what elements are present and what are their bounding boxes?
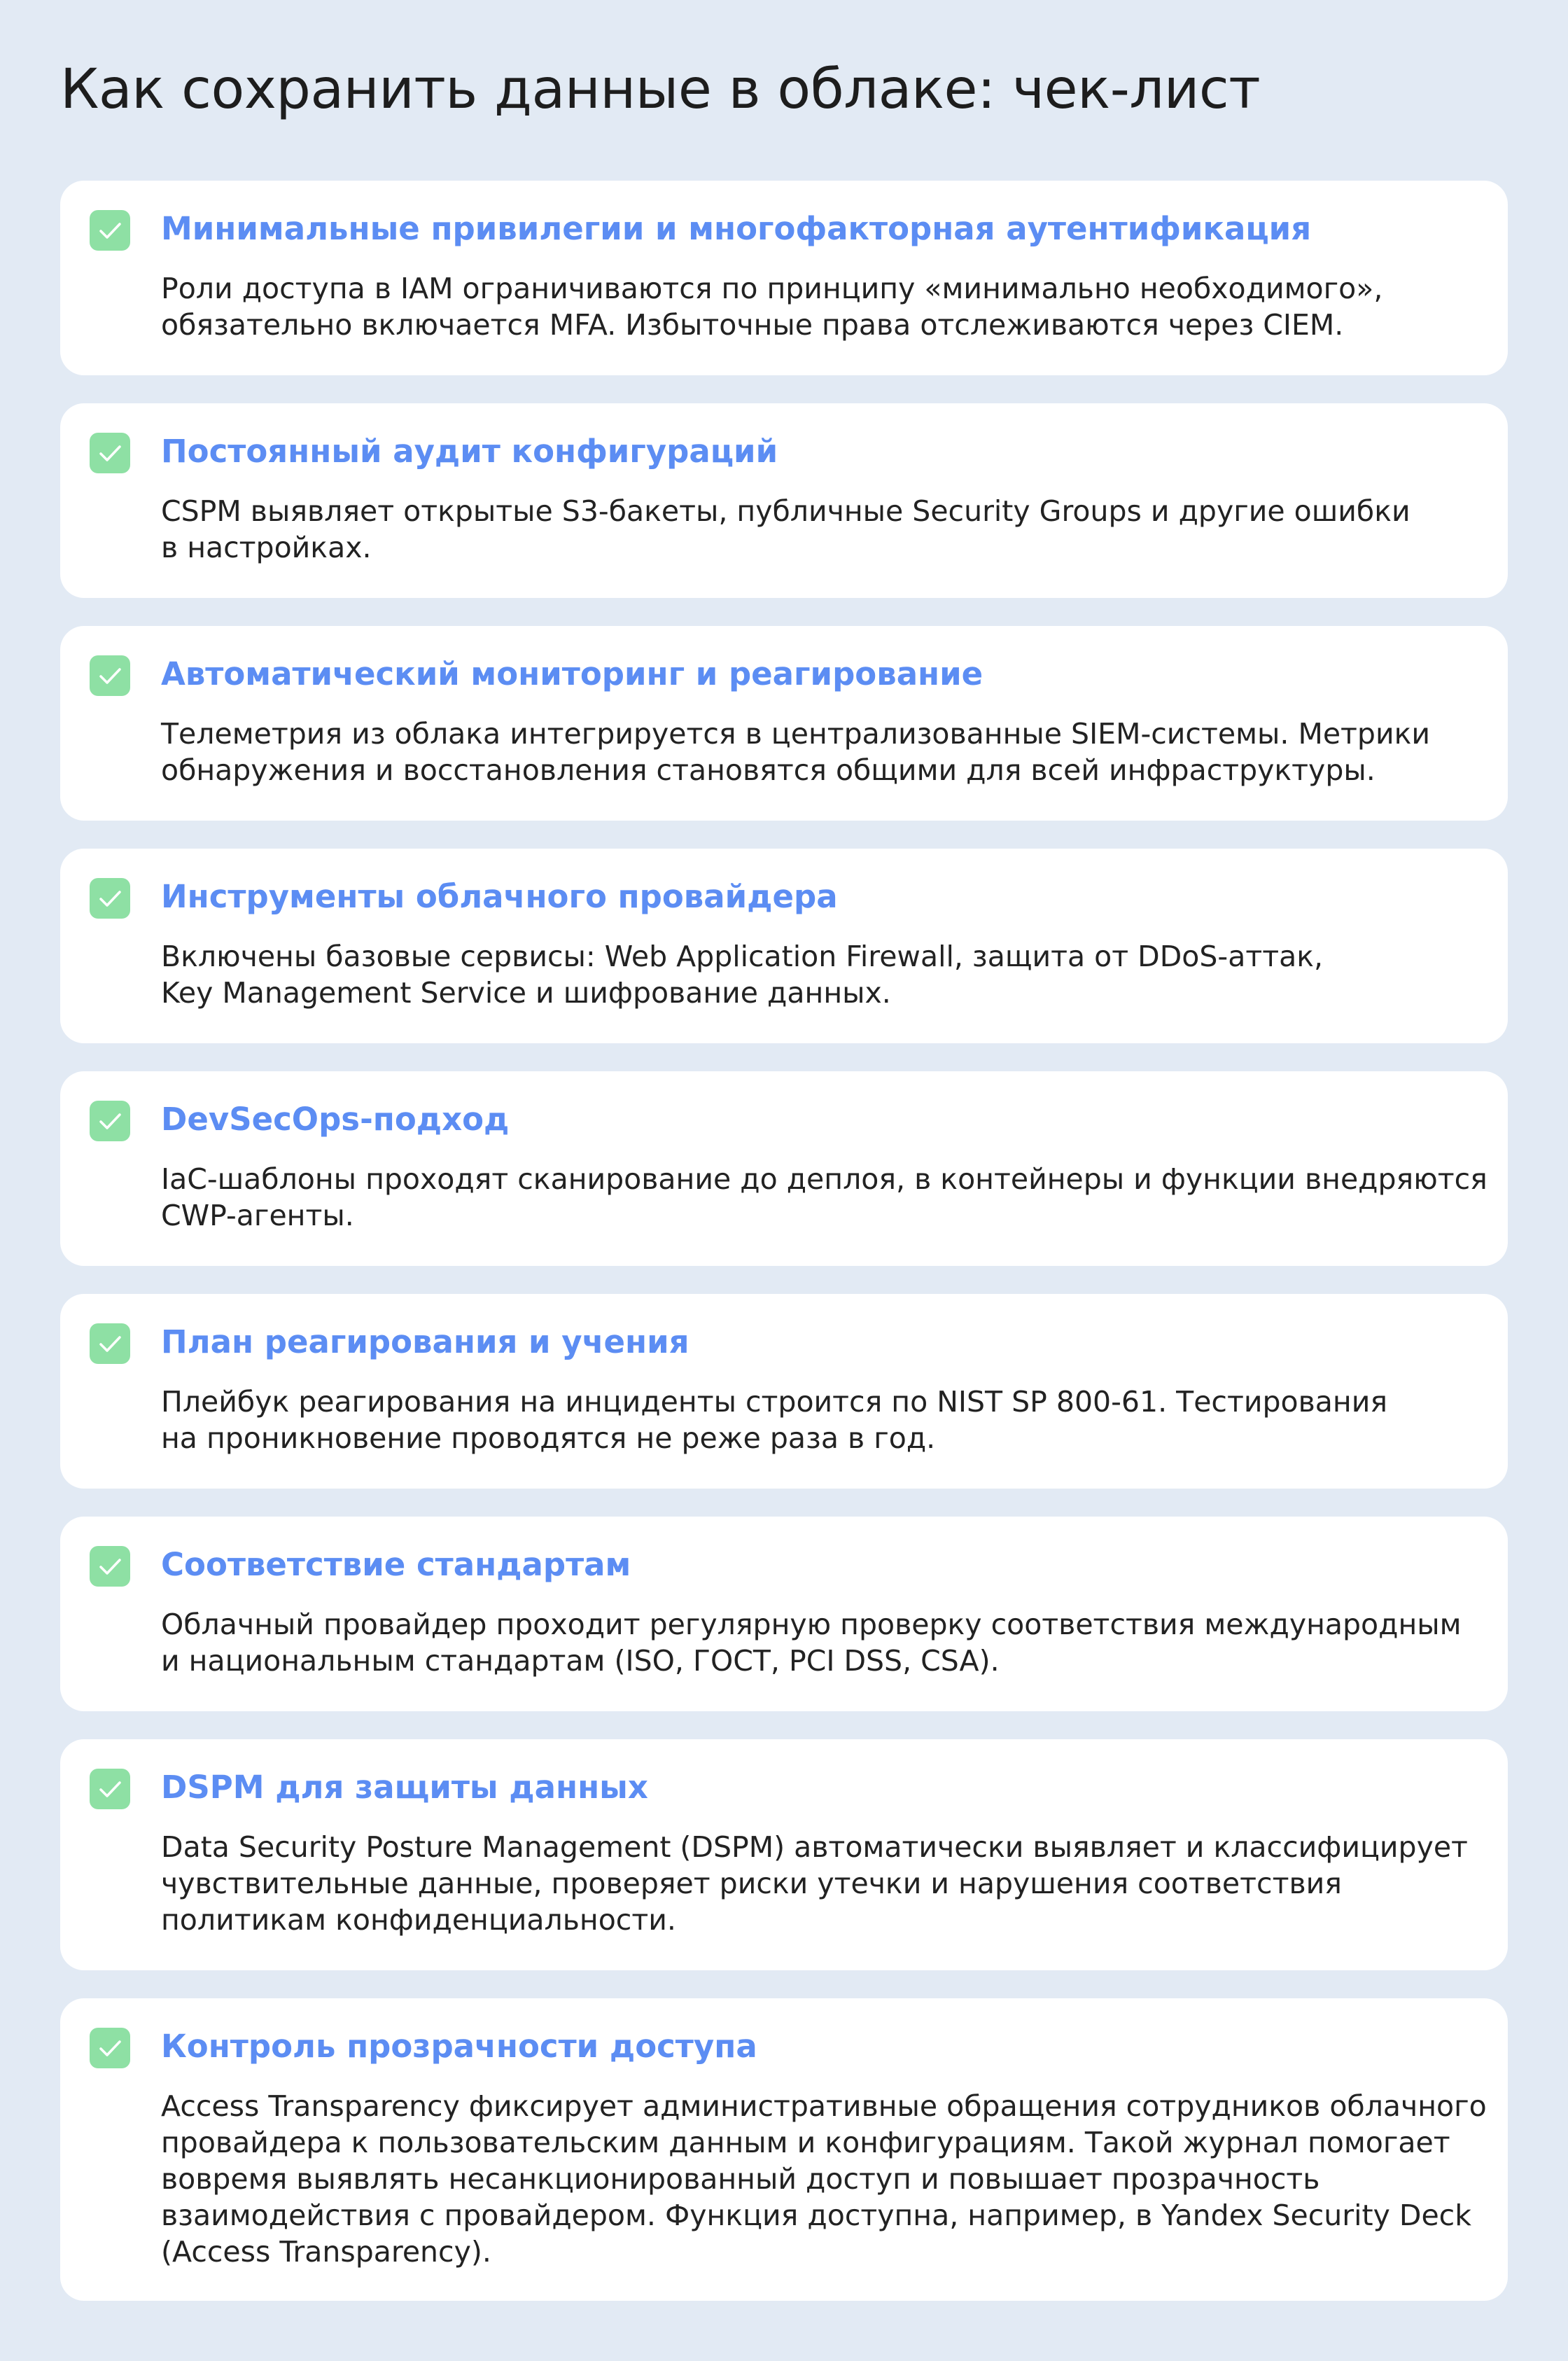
check-icon <box>90 1323 130 1364</box>
checklist-item-text: Облачный провайдер проходит регулярную проверку соответствия международным и национальным стандартам (ISO, ГОСТ, PCI DSS, CSA). <box>161 1608 1462 1678</box>
check-icon <box>90 1546 130 1587</box>
checklist-item-title: План реагирования и учения <box>161 1323 690 1360</box>
checklist-item-compliance <box>60 1517 1508 1711</box>
check-icon <box>90 210 130 251</box>
checklist-item-title: Постоянный аудит конфигураций <box>161 433 778 470</box>
checklist-item-provider-tools <box>60 849 1508 1043</box>
check-icon <box>90 878 130 919</box>
checklist-item-title: DevSecOps-подход <box>161 1101 510 1138</box>
checklist-item-title: Инструменты облачного провайдера <box>161 878 838 915</box>
checklist-item-title: Автоматический мониторинг и реагирование <box>161 655 983 692</box>
checklist-item-least-privilege <box>60 181 1508 375</box>
checklist-item-title: DSPM для защиты данных <box>161 1769 648 1806</box>
checklist-item-config-audit <box>60 403 1508 598</box>
checklist-item-access-transparency <box>60 1998 1508 2301</box>
checklist-item-text: Плейбук реагирования на инциденты строится по NIST SP 800-61. Тестирования на проникновение проводятся не реже раза в год. <box>161 1385 1388 1455</box>
check-icon <box>90 433 130 473</box>
checklist-item-response-plan <box>60 1294 1508 1489</box>
checklist-item-monitoring <box>60 626 1508 821</box>
checklist-item-text: Роли доступа в IAM ограничиваются по принципу «минимально необходимого», обязательно включается MFA. Избыточные права отслеживаются через CIEM. <box>161 272 1383 342</box>
checklist-item-text: CSPM выявляет открытые S3-бакеты, публичные Security Groups и другие ошибки в настройках. <box>161 494 1410 564</box>
check-icon <box>90 2028 130 2068</box>
checklist-item-title: Минимальные привилегии и многофакторная аутентификация <box>161 210 1312 247</box>
checklist-item-title: Соответствие стандартам <box>161 1546 631 1583</box>
checklist-item-dspm <box>60 1739 1508 1970</box>
checklist-item-title: Контроль прозрачности доступа <box>161 2028 757 2065</box>
checklist-item-text: Включены базовые сервисы: Web Application Firewall, защита от DDoS-аттак, Key Management Service и шифрование данных. <box>161 940 1324 1010</box>
page-title: Как сохранить данные в облаке: чек-лист <box>60 58 1261 121</box>
check-icon <box>90 1101 130 1141</box>
checklist-item-devsecops <box>60 1071 1508 1266</box>
checklist-item-text: Access Transparency фиксирует административные обращения сотрудников облачного провайдера к пользовательским данным и конфигурациям. Такой журнал помогает вовремя выявлять несанкционированный доступ и повышает прозрачность взаимодействия с провайдером. Функция доступна, например, в Yandex Security Deck (Access Transparency). <box>161 2089 1487 2269</box>
checklist-item-text: IaC-шаблоны проходят сканирование до деплоя, в контейнеры и функции внедряются CWP-агенты. <box>161 1162 1488 1232</box>
checklist-item-text: Data Security Posture Management (DSPM) автоматически выявляет и классифицирует чувствительные данные, проверяет риски утечки и нарушения соответствия политикам конфиденциальности. <box>161 1830 1468 1937</box>
check-icon <box>90 655 130 696</box>
checklist-item-text: Телеметрия из облака интегрируется в централизованные SIEM-системы. Метрики обнаружения и восстановления становятся общими для всей инфраструктуры. <box>161 717 1431 787</box>
check-icon <box>90 1769 130 1809</box>
